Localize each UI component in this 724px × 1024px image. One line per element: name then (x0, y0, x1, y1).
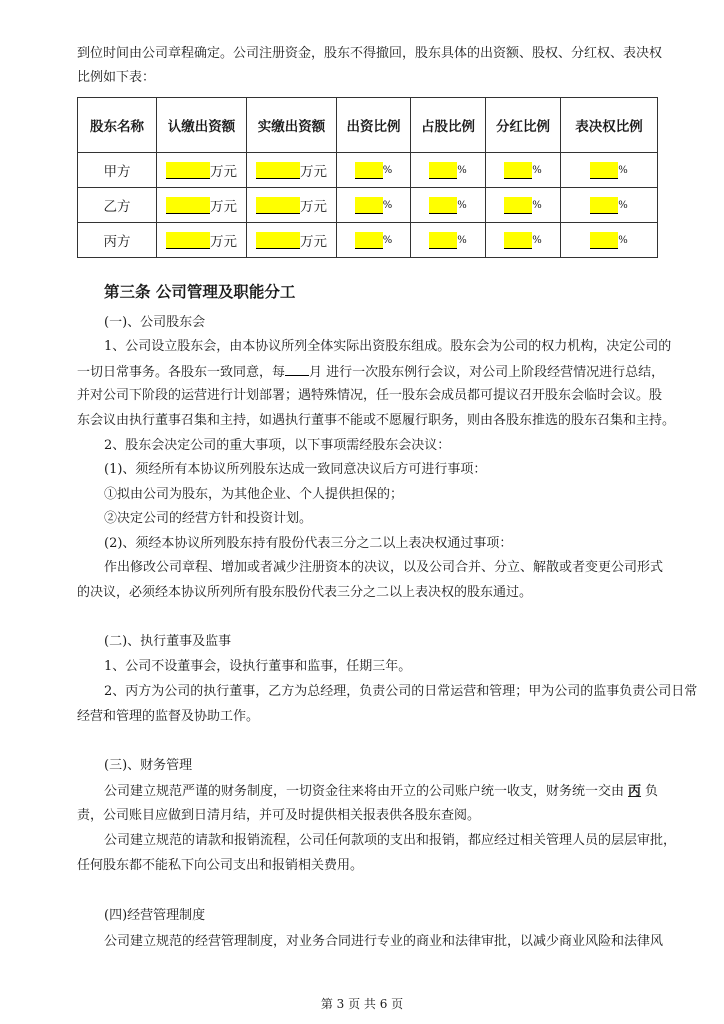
voting-ratio-cell[interactable] (561, 153, 658, 188)
s1-p1-line3: 并对公司下阶段的运营进行计划部署；遇特殊情况，任一股东会成员都可提议召开股东会临时会议。股 (77, 388, 663, 403)
section-3-heading: (三)、财务管理 (104, 758, 193, 773)
s3-p1-line2: 责，公司账目应做到日清月结，并可及时提供相关报表供各股东查阅。 (77, 808, 481, 823)
fill-blank[interactable] (429, 162, 457, 179)
s2-p2-line1: 2、丙方为公司的执行董事，乙方为总经理，负责公司的日常运营和管理；甲为公司的监事负责公司日常 (104, 684, 698, 699)
share-ratio-cell[interactable] (411, 223, 486, 258)
s1-p1-line2-a: 一切日常事务。各股东一致同意，每 (77, 365, 286, 380)
section-2-heading: (二)、执行董事及监事 (104, 634, 232, 649)
percent-unit: % (457, 164, 467, 176)
section-4-heading: (四)经营管理制度 (104, 908, 206, 923)
fill-blank[interactable] (355, 232, 383, 249)
s1-p6: (2)、须经本协议所列股东持有股份代表三分之二以上表决权通过事项： (104, 536, 513, 551)
fill-blank[interactable] (429, 197, 457, 214)
fill-blank[interactable] (166, 162, 210, 179)
s1-p5: ②决定公司的经营方针和投资计划。 (104, 511, 313, 526)
fill-blank[interactable] (256, 197, 300, 214)
s2-p2-line2: 经营和管理的监督及协助工作。 (77, 709, 260, 724)
table-row (78, 153, 658, 188)
amount-unit: 万元 (210, 164, 237, 180)
share-ratio-cell[interactable] (411, 153, 486, 188)
s1-p3: (1)、须经所有本协议所列股东达成一致同意决议后方可进行事项： (104, 462, 487, 477)
share-ratio-cell[interactable] (411, 188, 486, 223)
s3-p2-line2: 任何股东都不能私下向公司支出和报销相关费用。 (77, 858, 364, 873)
percent-unit: % (382, 234, 393, 246)
fill-blank[interactable] (504, 197, 532, 214)
contribution-ratio-cell[interactable] (337, 188, 411, 223)
table-row (78, 223, 658, 258)
shareholder-name-cell: 丙方 (78, 223, 157, 258)
percent-unit: % (382, 164, 393, 176)
shareholder-table (77, 97, 658, 258)
header-voting-ratio: 表决权比例 (561, 98, 658, 153)
s1-p1-line2-b: 月 进行一次股东例行会议，对公司上阶段经营情况进行总结， (309, 365, 665, 380)
amount-unit: 万元 (300, 164, 327, 180)
intro-line-2: 比例如下表： (77, 70, 156, 85)
fill-blank[interactable] (590, 197, 618, 214)
page-footer: 第 3 页 共 6 页 (320, 997, 404, 1011)
s3-p2-line1: 公司建立规范的请款和报销流程，公司任何款项的支出和报销，都应经过相关管理人员的层层审批， (104, 833, 677, 848)
header-contribution-ratio: 出资比例 (337, 98, 411, 153)
voting-ratio-cell[interactable] (561, 223, 658, 258)
header-paid-capital: 实缴出资额 (247, 98, 337, 153)
percent-unit: % (618, 199, 628, 211)
percent-unit: % (532, 199, 542, 211)
subscribed-amount-cell[interactable] (157, 188, 247, 223)
s1-p7-line1: 作出修改公司章程、增加或者减少注册资本的决议，以及公司合并、分立、解散或者变更公司形式 (104, 560, 664, 575)
paid-amount-cell[interactable] (247, 153, 337, 188)
amount-unit: 万元 (300, 234, 327, 250)
s1-p1-line2 (77, 361, 664, 383)
s1-p1-line1: 1、公司设立股东会，由本协议所列全体实际出资股东组成。股东会为公司的权力机构，决定公司的 (104, 339, 672, 354)
s4-p1-line1: 公司建立规范的经营管理制度，对业务合同进行专业的商业和法律审批，以减少商业风险和法律风 (104, 934, 664, 949)
meeting-frequency-blank[interactable] (285, 361, 309, 376)
percent-unit: % (618, 164, 628, 176)
dividend-ratio-cell[interactable] (486, 188, 561, 223)
s3-p1-line1-a: 公司建立规范严谨的财务制度，一切资金往来将由开立的公司账户统一收支，财务统一交由 (104, 784, 625, 799)
fill-blank[interactable] (166, 197, 210, 214)
fill-blank[interactable] (429, 232, 457, 249)
header-shareholder-name: 股东名称 (78, 98, 157, 153)
fill-blank[interactable] (590, 162, 618, 179)
s1-p2: 2、股东会决定公司的重大事项，以下事项需经股东会决议： (104, 438, 451, 453)
percent-unit: % (382, 199, 393, 211)
percent-unit: % (532, 234, 542, 246)
percent-unit: % (457, 199, 467, 211)
intro-line-1: 到位时间由公司章程确定。公司注册资金，股东不得撤回，股东具体的出资额、股权、分红权、表决权 (77, 46, 663, 61)
fill-blank[interactable] (504, 232, 532, 249)
fill-blank[interactable] (355, 162, 383, 179)
subscribed-amount-cell[interactable] (157, 223, 247, 258)
table-header-row (78, 98, 658, 153)
amount-unit: 万元 (300, 199, 327, 215)
fill-blank[interactable] (256, 162, 300, 179)
shareholder-name-cell: 甲方 (78, 153, 157, 188)
dividend-ratio-cell[interactable] (486, 223, 561, 258)
percent-unit: % (618, 234, 628, 246)
article-3-title: 第三条 公司管理及职能分工 (104, 282, 296, 301)
dividend-ratio-cell[interactable] (486, 153, 561, 188)
s1-p1-line4: 东会议由执行董事召集和主持，如遇执行董事不能或不愿履行职务，则由各股东推选的股东召集和主持。 (77, 413, 676, 428)
contribution-ratio-cell[interactable] (337, 153, 411, 188)
amount-unit: 万元 (210, 199, 237, 215)
shareholder-name-cell: 乙方 (78, 188, 157, 223)
fill-blank[interactable] (590, 232, 618, 249)
s1-p7-line2: 的决议，必须经本协议所列所有股东股份代表三分之二以上表决权的股东通过。 (77, 585, 533, 600)
header-dividend-ratio: 分红比例 (486, 98, 561, 153)
finance-manager-name: 丙 (628, 784, 642, 799)
paid-amount-cell[interactable] (247, 188, 337, 223)
subscribed-amount-cell[interactable] (157, 153, 247, 188)
amount-unit: 万元 (210, 234, 237, 250)
voting-ratio-cell[interactable] (561, 188, 658, 223)
contribution-ratio-cell[interactable] (337, 223, 411, 258)
fill-blank[interactable] (256, 232, 300, 249)
s3-p1-line1 (104, 782, 658, 802)
table-row (78, 188, 658, 223)
s3-p1-line1-b: 负 (645, 784, 659, 799)
fill-blank[interactable] (504, 162, 532, 179)
paid-amount-cell[interactable] (247, 223, 337, 258)
fill-blank[interactable] (166, 232, 210, 249)
s2-p1: 1、公司不设董事会，设执行董事和监事，任期三年。 (104, 659, 412, 674)
section-1-heading: (一)、公司股东会 (104, 315, 206, 330)
header-subscribed-capital: 认缴出资额 (157, 98, 247, 153)
header-share-ratio: 占股比例 (411, 98, 486, 153)
percent-unit: % (532, 164, 542, 176)
fill-blank[interactable] (355, 197, 383, 214)
s1-p4: ①拟由公司为股东，为其他企业、个人提供担保的； (104, 487, 404, 502)
percent-unit: % (457, 234, 467, 246)
